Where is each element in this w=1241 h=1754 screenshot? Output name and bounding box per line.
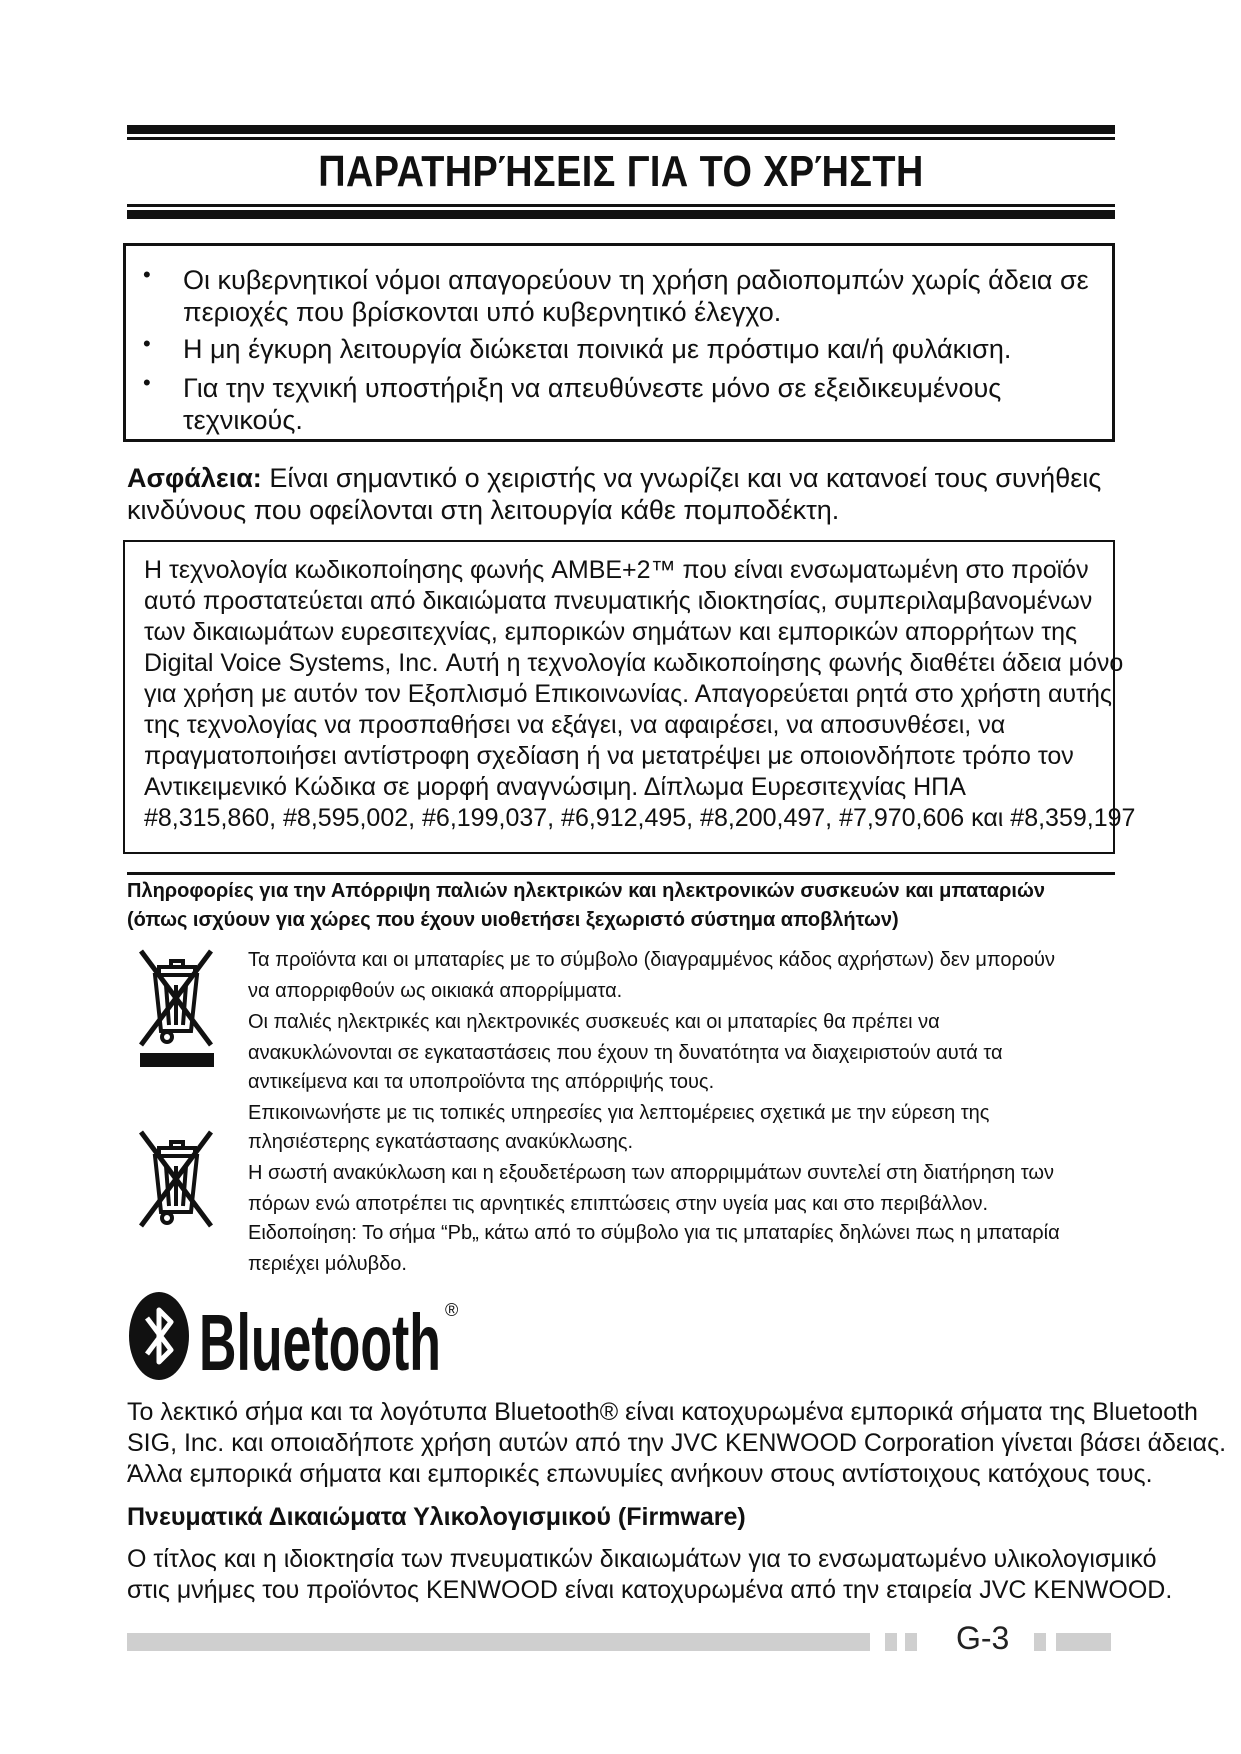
title-rule-top-thin: [127, 137, 1115, 140]
ambe-line-8: Αντικειμενικό Κώδικα σε μορφή αναγνώσιμη. Δίπλωμα Ευρεσιτεχνίας ΗΠΑ: [144, 773, 966, 801]
footer-bar-segment-1: [885, 1633, 897, 1651]
battery-bin-icon: [133, 1128, 219, 1238]
firmware-line-2: στις μνήμες του προϊόντος KENWOOD είναι κατοχυρωμένα από την εταιρεία JVC KENWOOD.: [127, 1576, 1173, 1604]
safety-line-2: κινδύνους που οφείλονται στη λειτουργία κάθε πομποδέκτη.: [127, 495, 840, 525]
ambe-line-9: #8,315,860, #8,595,002, #6,199,037, #6,912,495, #8,200,497, #7,970,606 και #8,359,197: [144, 804, 1136, 832]
warning-item-2-line-1: Η μη έγκυρη λειτουργία διώκεται ποινικά με πρόστιμο και/ή φυλάκιση.: [183, 334, 1012, 364]
bullet-1: •: [143, 262, 151, 287]
page-title: ΠΑΡΑΤΗΡΉΣΕΙΣ ΓΙΑ ΤΟ ΧΡΉΣΤΗ: [318, 147, 924, 196]
warning-item-1-line-1: Οι κυβερνητικοί νόμοι απαγορεύουν τη χρήση ραδιοπομπών χωρίς άδεια σε: [183, 265, 1089, 295]
weee-line-4: ανακυκλώνονται σε εγκαταστάσεις που έχουν τη δυνατότητα να διαχειριστούν αυτά τα: [248, 1042, 1003, 1064]
bluetooth-line-2: SIG, Inc. και οποιαδήποτε χρήση αυτών από την JVC KENWOOD Corporation γίνεται βάσει άδειας.: [127, 1429, 1227, 1457]
footer-bar-short: [1056, 1633, 1111, 1651]
warning-item-3-line-2: τεχνικούς.: [183, 405, 303, 435]
firmware-line-1: Ο τίτλος και η ιδιοκτησία των πνευματικών δικαιωμάτων για το ενσωματωμένο υλικολογισμικό: [127, 1545, 1157, 1573]
weee-line-5: αντικείμενα και τα υποπροϊόντα της απόρριψής τους.: [248, 1071, 715, 1093]
ambe-line-4: Digital Voice Systems, Inc. Αυτή η τεχνολογία κωδικοποίησης φωνής διαθέτει άδεια μόνο: [144, 649, 1124, 677]
ambe-line-6: της τεχνολογίας να προσπαθήσει να εξάγει, να αφαιρέσει, να αποσυνθέσει, να: [144, 711, 1006, 739]
firmware-title: Πνευματικά Δικαιώματα Υλικολογισμικού (Firmware): [127, 1503, 746, 1531]
weee-line-7: πλησιέστερης εγκατάστασης ανακύκλωσης.: [248, 1131, 634, 1153]
bluetooth-registered-mark: ®: [445, 1300, 459, 1320]
weee-line-9: πόρων ενώ αποτρέπει τις αρνητικές επιπτώσεις στην υγεία μας και στο περιβάλλον.: [248, 1193, 989, 1215]
warning-item-3-line-1: Για την τεχνική υποστήριξη να απευθύνεστε μόνο σε εξειδικευμένους: [183, 373, 1002, 403]
bullet-3: •: [143, 370, 151, 395]
bluetooth-line-3: Άλλα εμπορικά σήματα και εμπορικές επωνυμίες ανήκουν στους αντίστοιχους κατόχους τους.: [127, 1460, 1153, 1488]
ambe-line-3: των δικαιωμάτων ευρεσιτεχνίας, εμπορικών σημάτων και εμπορικών απορρήτων της: [144, 618, 1078, 646]
title-rule-bottom-thin: [127, 204, 1115, 207]
weee-bin-icon: [133, 945, 219, 1067]
weee-line-8: Η σωστή ανακύκλωση και η εξουδετέρωση των απορριμμάτων συντελεί στη διατήρηση των: [248, 1162, 1054, 1184]
weee-line-2: να απορριφθούν ως οικιακά απορρίμματα.: [248, 980, 623, 1002]
weee-line-6: Επικοινωνήστε με τις τοπικές υπηρεσίες για λεπτομέρειες σχετικά με την εύρεση της: [248, 1102, 990, 1124]
bluetooth-line-1: Το λεκτικό σήμα και τα λογότυπα Bluetooth® είναι κατοχυρωμένα εμπορικά σήματα της Bluetooth: [127, 1398, 1198, 1426]
bluetooth-logo-text: Bluetooth: [199, 1298, 441, 1382]
ambe-line-5: για χρήση με αυτόν τον Εξοπλισμό Επικοινωνίας. Απαγορεύεται ρητά στο χρήστη αυτής: [144, 680, 1112, 708]
weee-line-10: Ειδοποίηση: Το σήμα “Pb„ κάτω από το σύμβολο για τις μπαταρίες δηλώνει πως η μπαταρία: [248, 1222, 1060, 1244]
title-rule-bottom-thick: [127, 210, 1115, 219]
weee-line-1: Τα προϊόντα και οι μπαταρίες με το σύμβολο (διαγραμμένος κάδος αχρήστων) δεν μπορούν: [248, 949, 1055, 971]
weee-heading-line-1: Πληροφορίες για την Απόρριψη παλιών ηλεκτρικών και ηλεκτρονικών συσκευών και μπαταριών: [127, 880, 1046, 902]
warning-item-1-line-2: περιοχές που βρίσκονται υπό κυβερνητικό έλεγχο.: [183, 297, 782, 327]
ambe-line-1: Η τεχνολογία κωδικοποίησης φωνής AMBE+2™ που είναι ενσωματωμένη στο προϊόν: [144, 556, 1089, 584]
ambe-line-2: αυτό προστατεύεται από δικαιώματα πνευματικής ιδιοκτησίας, συμπεριλαμβανομένων: [144, 587, 1093, 615]
safety-label: Ασφάλεια:: [127, 463, 262, 493]
weee-line-3: Οι παλιές ηλεκτρικές και ηλεκτρονικές συσκευές και οι μπαταρίες θα πρέπει να: [248, 1011, 940, 1033]
bullet-2: •: [143, 331, 151, 356]
ambe-line-7: πραγματοποιήσει αντίστροφη σχεδίαση ή να μετατρέψει με οποιονδήποτε τρόπο τον: [144, 742, 1074, 770]
footer-bar-long: [127, 1633, 870, 1651]
weee-divider: [127, 872, 1115, 875]
weee-heading-line-2: (όπως ισχύουν για χώρες που έχουν υιοθετήσει ξεχωριστό σύστημα αποβλήτων): [127, 909, 899, 931]
footer-bar-segment-2: [905, 1633, 917, 1651]
page-number: G-3: [956, 1620, 1010, 1656]
safety-line-1: Είναι σημαντικό ο χειριστής να γνωρίζει και να κατανοεί τους συνήθεις: [261, 463, 1102, 493]
title-rule-top-thick: [127, 125, 1115, 134]
footer-bar-segment-3: [1034, 1633, 1046, 1651]
bluetooth-logo: [127, 1290, 487, 1382]
safety-paragraph: [127, 462, 1117, 526]
weee-line-11: περιέχει μόλυβδο.: [248, 1253, 407, 1275]
